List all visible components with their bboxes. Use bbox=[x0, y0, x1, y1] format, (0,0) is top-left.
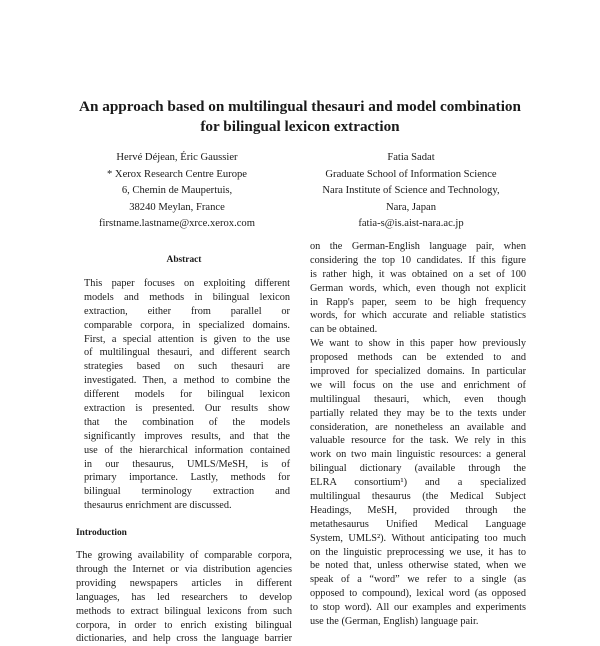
body-line: bilingual dictionary (available through the bbox=[310, 463, 526, 475]
author-institute: Nara Institute of Science and Technology, bbox=[322, 185, 500, 197]
abstract-line: extraction, either from parallel or bbox=[84, 305, 290, 317]
abstract-line: bilingual terminology extraction and bbox=[84, 486, 290, 498]
author-address-city: Nara, Japan bbox=[386, 201, 436, 213]
body-line: work on two main linguistic resources: a general bbox=[310, 449, 526, 461]
body-paragraph-1 bbox=[310, 240, 526, 337]
body-paragraph-2 bbox=[310, 337, 526, 629]
author-email: firstname.lastname@xrce.xerox.com bbox=[99, 218, 255, 230]
body-line: valuable resource for the task. We rely in this bbox=[310, 435, 526, 447]
abstract-line: This paper focuses on exploiting different bbox=[84, 278, 290, 289]
introduction-line: The growing availability of comparable corpora, bbox=[76, 550, 292, 562]
body-line: speak of a “word” we refer to a single (as bbox=[310, 574, 526, 586]
body-line: multilingual thesaurus (the Medical Subject bbox=[310, 491, 526, 503]
body-line: German words, which, even though not explicit bbox=[310, 282, 526, 294]
body-line: proposed methods can be extended to and bbox=[310, 352, 526, 364]
introduction-body bbox=[76, 549, 292, 646]
introduction-line: methods to extract bilingual lexicons from such bbox=[76, 605, 292, 617]
body-line: Headings, MeSH, provided through the bbox=[310, 504, 526, 516]
abstract-line: models and methods in bilingual lexicon bbox=[84, 291, 290, 303]
abstract-line: extraction is presented. Our results show bbox=[84, 403, 290, 415]
title-line-2: for bilingual lexicon extraction bbox=[200, 118, 400, 135]
body-line: be noted that, unless otherwise stated, when we bbox=[310, 560, 526, 572]
author-address-street: 6, Chemin de Maupertuis, bbox=[121, 185, 233, 197]
left-column bbox=[76, 254, 292, 646]
abstract-line: thesaurus enrichment are discussed. bbox=[84, 500, 232, 512]
body-line: System, UMLS²). Without anticipating too much bbox=[310, 532, 526, 544]
introduction-heading: Introduction bbox=[76, 528, 127, 539]
author-affiliation: * Xerox Research Centre Europe bbox=[106, 168, 247, 180]
body-line: use the (German, English) language pair. bbox=[310, 616, 479, 628]
author-names: Hervé Déjean, Éric Gaussier bbox=[116, 152, 238, 163]
introduction-line: languages, has led researchers to develop bbox=[76, 591, 292, 603]
body-line: ELRA consortium¹) and a specialized bbox=[310, 477, 526, 489]
abstract-line: significantly improves results, and that the bbox=[84, 430, 290, 442]
author-address-city: 38240 Meylan, France bbox=[129, 201, 225, 213]
abstract-line: use of the hierarchical information contained bbox=[84, 444, 290, 456]
introduction-line: dictionaries, and help cross the language barrier bbox=[76, 633, 292, 645]
abstract-line: of multilingual thesauri, and different search bbox=[84, 347, 290, 359]
body-line: improved for specialized domains. In particular bbox=[310, 366, 526, 378]
paper-title bbox=[40, 97, 560, 137]
right-column bbox=[310, 240, 526, 629]
body-line: consideration, are nonetheless an available and bbox=[310, 421, 526, 433]
body-line: can be obtained. bbox=[310, 324, 378, 336]
abstract-heading: Abstract bbox=[166, 255, 202, 265]
title-line-1: An approach based on multilingual thesauri and model combination bbox=[79, 98, 521, 115]
author-block-2 bbox=[296, 150, 526, 233]
author-names: Fatia Sadat bbox=[387, 152, 435, 163]
introduction-line: corpora, in order to enrich existing bilingual bbox=[76, 619, 292, 631]
body-line: partially related they may be to the texts under bbox=[310, 407, 526, 419]
body-line: to stop word). All our examples and experiments bbox=[310, 602, 526, 614]
abstract-line: in our thesaurus, UMLS/MeSH, is of bbox=[84, 458, 290, 470]
author-block-1 bbox=[62, 150, 292, 233]
body-line: considering the top 10 candidates. If this figure bbox=[310, 254, 526, 266]
body-line: in Rapp's paper, seem to be high frequency bbox=[310, 296, 526, 308]
abstract-line: that the combination of the models bbox=[84, 416, 290, 428]
abstract-line: investigated. Then, a method to combine the bbox=[84, 375, 290, 387]
body-line: is rather high, it was obtained on a set of 100 bbox=[310, 268, 526, 280]
abstract-line: strategies based on such thesauri are bbox=[84, 361, 290, 373]
body-line: metathesaurus Unified Medical Language bbox=[310, 518, 526, 530]
body-line: multilingual thesauri, which, even though bbox=[310, 393, 526, 405]
abstract-line: comparable corpora, in specialized domains. bbox=[84, 319, 290, 331]
body-line: on the German-English language pair, when bbox=[310, 241, 526, 252]
abstract-line: primary importance. Lastly, methods for bbox=[84, 472, 290, 484]
body-line: opposed to compound), lexical word (as opposed bbox=[310, 588, 526, 600]
abstract-line: First, a special attention is given to the use bbox=[84, 333, 290, 345]
author-affiliation: Graduate School of Information Science bbox=[325, 168, 497, 180]
body-line: words, for which accurate and reliable statistics bbox=[310, 310, 526, 322]
author-email: fatia-s@is.aist-nara.ac.jp bbox=[358, 218, 464, 230]
body-line: we will focus on the use and enrichment of bbox=[310, 379, 526, 391]
abstract-body bbox=[76, 277, 292, 513]
introduction-line: providing newspapers articles in different bbox=[76, 577, 292, 589]
body-line: on the linguistic preprocessing we use, it has to bbox=[310, 546, 526, 558]
abstract-line: different models for bilingual lexicon bbox=[84, 389, 290, 401]
body-line: We want to show in this paper how previously bbox=[310, 338, 526, 350]
introduction-line: through the Internet or via distribution agencies bbox=[76, 564, 292, 576]
